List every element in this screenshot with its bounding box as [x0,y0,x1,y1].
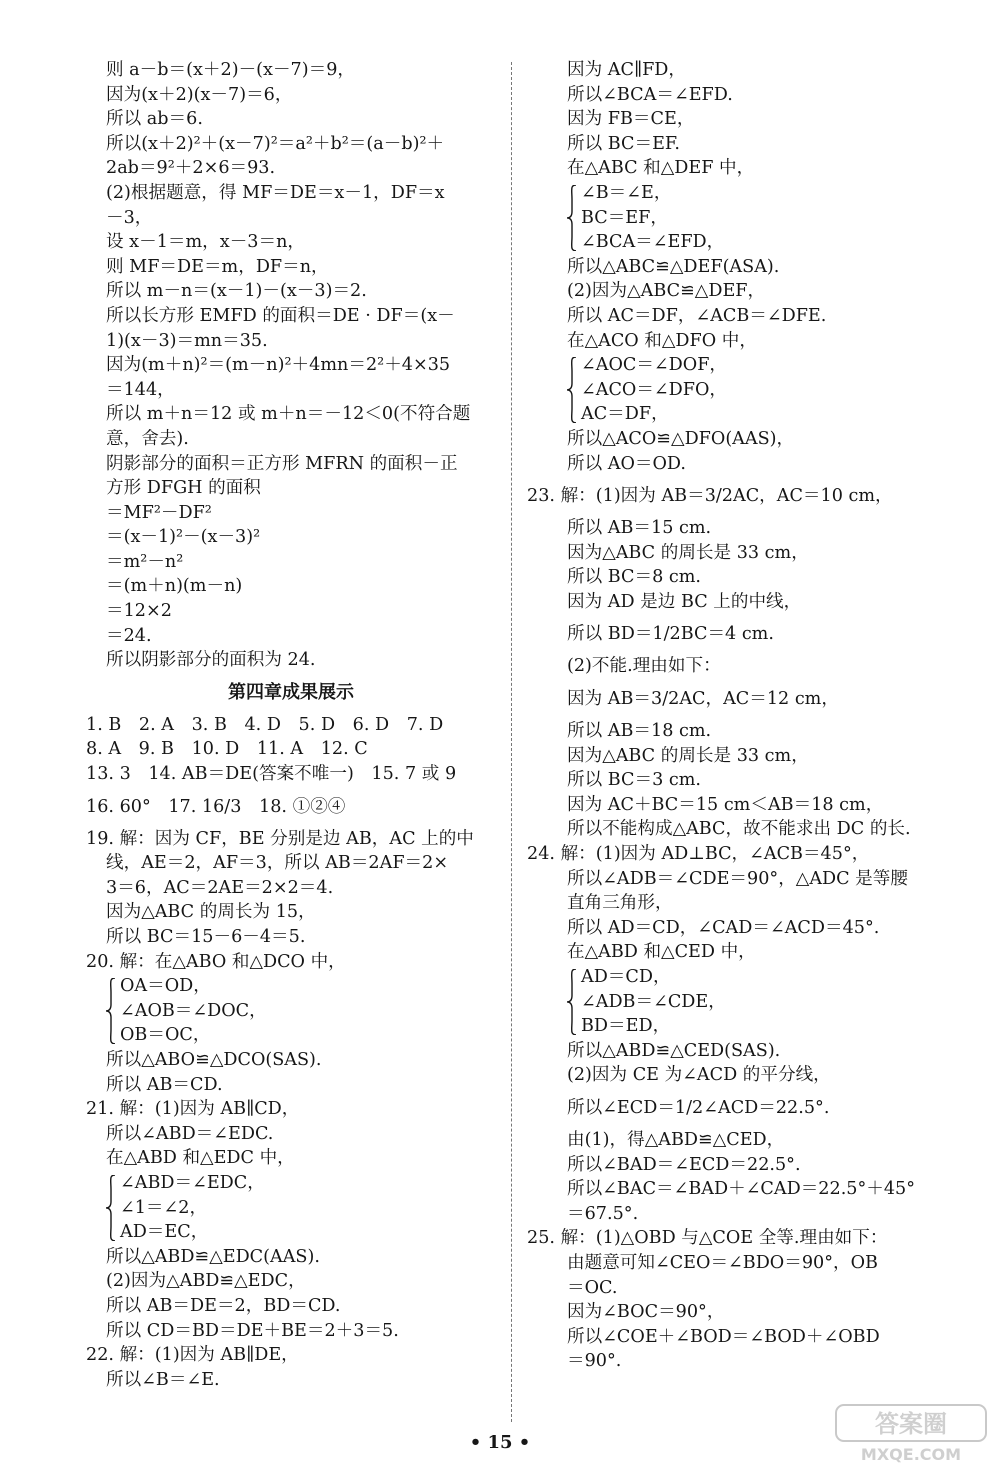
brace-symbol [567,185,577,251]
text-line: (2)根据题意，得 MF＝DE＝x－1，DF＝x [106,182,445,203]
text-line: 由题意可知∠CEO＝∠BDO＝90°，OB [567,1252,878,1273]
text-line: 8. A 9. B 10. D 11. A 12. C [86,739,368,760]
text-line: 所以 AB＝15 cm. [567,518,712,539]
text-line: ＝67.5°. [567,1203,639,1224]
equation-line: ∠AOC＝∠DOF， [581,355,727,376]
text-line: 所以∠COE＋∠BOD＝∠BOD＋∠OBD [567,1326,880,1347]
equation-line: ∠AOB＝∠DOC， [120,1000,267,1021]
text-line: 所以 m＋n＝12 或 m＋n＝－12＜0(不符合题 [106,404,471,425]
equation-line: ∠ADB＝∠CDE， [581,991,726,1012]
equation-line: ∠B＝∠E， [581,182,672,203]
equation-line: OB＝OC， [120,1025,211,1046]
text-line: 所以∠BAD＝∠ECD＝22.5°. [567,1154,801,1175]
brace-symbol [567,357,577,423]
text-line: 所以 AC＝DF，∠ACB＝∠DFE. [567,305,827,326]
text-line: 所以 AB＝CD. [106,1074,223,1095]
text-line: 21. 解：(1)因为 AB∥CD， [86,1099,300,1120]
text-line: 所以 AD＝CD，∠CAD＝∠ACD＝45°. [567,917,880,938]
text-line: 所以△ACO≌△DFO(AAS)， [567,428,795,449]
equation-system [86,1171,496,1245]
text-line: 所以∠ABD＝∠EDC. [106,1123,274,1144]
text-line: ＝(x－1)²－(x－3)² [106,527,261,548]
text-line: 因为△ABC 的周长为 15， [106,902,316,923]
text-line: 所以 BD＝1/2BC＝4 cm. [567,624,774,645]
text-line: 所以长方形 EMFD 的面积＝DE · DF＝(x－ [106,305,455,326]
text-line: 所以 m－n＝(x－1)－(x－3)＝2. [106,281,367,302]
text-line: 因为(x＋2)(x－7)＝6， [106,84,293,105]
text-line: 所以△ABD≌△EDC(AAS). [106,1246,320,1267]
text-line: 则 a－b＝(x＋2)－(x－7)＝9， [106,60,355,80]
text-line: 所以 BC＝3 cm. [567,770,702,791]
text-line: 16. 60° 17. 16/3 18. ①②④ [86,796,346,817]
text-line: 所以 CD＝BD＝DE＋BE＝2＋3＝5. [106,1320,399,1341]
text-line: 因为 AD 是边 BC 上的中线， [567,591,802,612]
text-line: 所以 BC＝EF. [567,133,680,154]
text-line: 所以∠BAC＝∠BAD＋∠CAD＝22.5°＋45° [567,1179,916,1200]
text-line: 所以不能构成△ABC，故不能求出 DC 的长. [567,819,911,840]
text-line: 2ab＝9²＋2×6＝93. [106,158,276,179]
text-line: 所以 AO＝OD. [567,453,686,474]
text-line: 19. 解：因为 CF，BE 分别是边 AB，AC 上的中 [86,828,474,849]
text-line: 因为 AC∥FD， [567,60,686,80]
equation-line: BD＝ED， [581,1016,671,1037]
text-line: 所以∠BCA＝∠EFD. [567,84,733,105]
watermark-site-text: MXQE.COM [860,1445,962,1464]
text-line: 所以△ABC≌△DEF(ASA). [567,256,780,277]
text-line: 24. 解：(1)因为 AD⊥BC，∠ACB＝45°， [527,844,870,865]
text-line: 3＝6，AC＝2AE＝2×2＝4. [106,877,334,898]
text-line: 所以∠B＝∠E. [106,1369,220,1390]
text-line: 所以∠ADB＝∠CDE＝90°，△ADC 是等腰 [567,868,908,889]
text-line: 在△ABD 和△CED 中， [567,942,756,963]
text-line: 因为(m＋n)²＝(m－n)²＋4mn＝2²＋4×35 [106,355,451,376]
equation-line: BC＝EF， [581,207,668,228]
text-line: (2)因为 CE 为∠ACD 的平分线， [567,1065,831,1086]
column-divider [511,62,512,1422]
equation-line: ∠ABD＝∠EDC， [120,1172,265,1193]
brace-symbol [567,969,577,1035]
text-line: 在△ACO 和△DFO 中， [567,330,757,351]
text-line: 所以△ABO≌△DCO(SAS). [106,1049,322,1070]
equation-line: ∠BCA＝∠EFD， [581,232,725,253]
right-column [527,58,967,1374]
text-line: ＝12×2 [106,601,172,622]
text-line: 设 x－1＝m，x－3＝n， [106,232,305,253]
equation-line: ∠1＝∠2， [120,1197,208,1218]
text-line: －3， [106,207,153,228]
text-line: ＝24. [106,625,152,646]
text-line: 意，舍去). [106,428,189,449]
text-line: 1)(x－3)＝mn＝35. [106,330,268,351]
text-line: ＝m²－n² [106,551,184,572]
text-line: 在△ABD 和△EDC 中， [106,1148,295,1169]
text-line: 所以阴影部分的面积为 24. [106,650,316,671]
equation-system [86,974,496,1048]
text-line: 所以 ab＝6. [106,109,203,130]
equation-line: AD＝CD， [581,967,671,987]
watermark-logo-text: 答案圈 [875,1410,947,1438]
text-line: 所以 BC＝8 cm. [567,567,702,588]
text-line: 由(1)，得△ABD≌△CED， [567,1129,785,1150]
text-line: 因为 AC＋BC＝15 cm＜AB＝18 cm， [567,794,884,815]
text-line: 因为 AB＝3/2AC，AC＝12 cm， [567,689,839,710]
text-line: 所以△ABD≌△CED(SAS). [567,1040,781,1061]
text-line: (2)因为△ABD≌△EDC， [106,1271,306,1292]
text-line: 因为 FB＝CE， [567,109,695,130]
left-column [86,58,496,1392]
text-line: 线，AE＝2，AF＝3，所以 AB＝2AF＝2× [106,853,449,874]
text-line: ＝OC. [567,1277,618,1298]
text-line: ＝90°. [567,1351,622,1372]
text-line: 直角三角形， [567,893,673,914]
text-line: 因为△ABC 的周长是 33 cm， [567,542,809,563]
equation-system [527,181,967,255]
text-line: 则 MF＝DE＝m，DF＝n， [106,256,329,277]
text-line: 所以(x＋2)²＋(x－7)²＝a²＋b²＝(a－b)²＋ [106,133,445,154]
text-line: 所以∠ECD＝1/2∠ACD＝22.5°. [567,1097,830,1118]
equation-line: AC＝DF， [581,404,669,425]
page-number: • 15 • [469,1432,531,1453]
text-line: 1. B 2. A 3. B 4. D 5. D 6. D 7. D [86,714,444,735]
text-line: 因为∠BOC＝90°， [567,1302,725,1323]
text-line: (2)不能.理由如下： [567,656,721,677]
text-line: 所以 AB＝18 cm. [567,721,712,742]
text-line: 22. 解：(1)因为 AB∥DE， [86,1345,299,1366]
equation-system [527,353,967,427]
text-line: 13. 3 14. AB＝DE(答案不唯一) 15. 7 或 9 [86,764,457,785]
text-line: 所以 AB＝DE＝2，BD＝CD. [106,1295,341,1316]
section-title: 第四章成果展示 [228,681,354,703]
text-line: ＝144， [106,379,175,400]
text-line: 阴影部分的面积＝正方形 MFRN 的面积－正 [106,453,458,474]
text-line: 20. 解：在△ABO 和△DCO 中， [86,951,346,972]
text-line: ＝(m＋n)(m－n) [106,576,243,597]
equation-line: OA＝OD， [120,976,211,997]
text-line: 所以 BC＝15－6－4＝5. [106,927,306,947]
equation-line: ∠ACO＝∠DFO， [581,379,727,400]
text-line: 在△ABC 和△DEF 中， [567,158,755,179]
text-line: 23. 解：(1)因为 AB＝3/2AC，AC＝10 cm， [527,486,893,507]
brace-symbol [106,978,116,1044]
watermark-logo [832,1399,992,1465]
brace-symbol [106,1175,116,1241]
text-line: 因为△ABC 的周长是 33 cm， [567,745,809,766]
equation-system [527,965,967,1039]
text-line: (2)因为△ABC≌△DEF， [567,281,766,302]
equation-line: AD＝EC， [120,1222,209,1243]
text-line: 25. 解：(1)△OBD 与△COE 全等.理由如下： [527,1228,888,1249]
text-line: 方形 DFGH 的面积 [106,478,261,499]
text-line: ＝MF²－DF² [106,502,212,523]
